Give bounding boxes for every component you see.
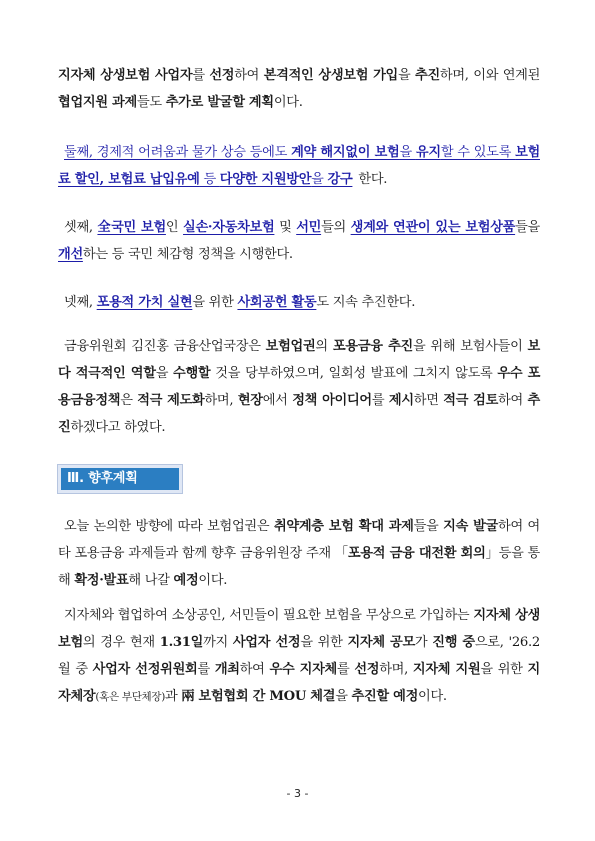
text-span: 추진할 예정 [351, 689, 419, 704]
text-span: 둘째, [64, 145, 97, 160]
text-span: 을 [155, 366, 174, 381]
text-span: 을 위한 [480, 662, 528, 677]
text-span: 한다. [358, 172, 388, 187]
text-span: 진행 중 [432, 635, 475, 650]
text-span: 의 [315, 339, 333, 354]
text-span: 오늘 논의한 방향에 따라 보험업권은 [64, 519, 274, 534]
text-span: 도 지속 추진 [316, 295, 387, 310]
text-span: 적극 제도화 [137, 393, 205, 408]
text-span: 추가로 발굴할 계획 [165, 95, 274, 110]
text-span: 넷째, [64, 295, 97, 310]
text-span: 하여 여타 포용금융 과제들과 함께 향후 금융위원장 주재 「 [58, 519, 540, 561]
text-span: 들도 [136, 95, 166, 110]
text-span: 선정 [209, 68, 235, 83]
text-span: 까지 [203, 635, 233, 650]
paragraph-local-gov-insurance-intro [58, 62, 540, 116]
text-span: 보험료 할인, 보험료 납입유예 [58, 145, 540, 187]
text-span: 과 [165, 689, 182, 704]
paragraph-local-gov-schedule [58, 602, 540, 711]
text-span: 우수 지자체 [269, 662, 337, 677]
text-span: 실손·자동차보험 [183, 220, 275, 235]
text-span: 선정 [354, 662, 380, 677]
text-span: 」등을 통해 [58, 546, 540, 588]
text-span: 및 [274, 220, 297, 235]
text-span: 다양한 지원방안 [219, 172, 312, 187]
text-span: 을 [311, 172, 328, 187]
text-span: 들을 [413, 519, 444, 534]
text-span: 의 경우 현재 [82, 635, 160, 650]
text-span: 들을 [515, 220, 540, 235]
text-span: 해 나갈 [128, 573, 174, 588]
text-span: 제시 [388, 393, 414, 408]
text-span: 금융위원회 김진홍 금융산업국장은 [64, 339, 266, 354]
text-span: 할 수 있도록 [440, 145, 516, 160]
text-span: 지자체 상생보험 사업자 [58, 68, 193, 83]
text-span: 이다. [273, 95, 303, 110]
text-span: 하겠다고 하였다. [70, 420, 166, 435]
text-span: 취약계층 보험 확대 과제 [273, 519, 414, 534]
text-span: (혹은 부단체장) [95, 691, 166, 703]
section-heading-title: Ⅲ. 향후계획 [67, 471, 138, 486]
text-span: 에서 [262, 393, 293, 408]
text-span: 셋째, [64, 220, 98, 235]
text-span: 협업지원 과제 [58, 95, 137, 110]
text-span: 全국민 보험 [97, 220, 166, 235]
text-span: 현장 [237, 393, 263, 408]
paragraph-second-policy [58, 139, 540, 193]
text-span: 지자체 상생보험 [58, 608, 540, 650]
text-span: 우수 포용금융정책 [58, 366, 541, 408]
text-span: 지자체장 [58, 662, 540, 704]
text-span: 兩 보험협회 간 MOU 체결 [181, 689, 336, 704]
text-span: 사회공헌 활동 [237, 295, 317, 310]
text-span: 보다 적극적인 역할 [58, 339, 540, 381]
text-span: 를 [371, 393, 389, 408]
text-span: 적극 검토 [443, 393, 499, 408]
text-span: 이다. [418, 689, 447, 704]
text-span: 하는 등 국민 체감형 정책을 시행한다. [82, 247, 293, 262]
text-span: 것을 당부하였으며, 일회성 발표에 그치지 않도록 [210, 366, 498, 381]
text-span: 계약 해지없이 보험 [291, 145, 400, 160]
text-span: 을 [399, 145, 416, 160]
text-span: 를 [337, 662, 355, 677]
text-span: 본격적인 상생보험 가입 [263, 68, 399, 83]
text-span: 을 위해 보험사들이 [412, 339, 528, 354]
text-span: 가 [414, 635, 433, 650]
text-span: 하여 [239, 662, 270, 677]
text-span: 서민 [296, 220, 322, 235]
text-span: 한다. [386, 295, 416, 310]
text-span: 정책 아이디어 [292, 393, 372, 408]
text-span: 등 [199, 172, 220, 187]
text-span: 개선 [58, 247, 83, 262]
text-span: 지속 발굴 [443, 519, 498, 534]
paragraph-director-remarks [58, 333, 540, 441]
text-span: 지자체 공모 [347, 635, 415, 650]
text-span: 1.31일 [159, 635, 204, 650]
text-span: 추진 [58, 393, 540, 435]
text-span: 들의 [321, 220, 351, 235]
text-span: 유지 [415, 145, 441, 160]
text-span: 포용금융 추진 [332, 339, 413, 354]
text-span: 하면 [413, 393, 444, 408]
text-span: 포용적 금융 대전환 회의 [347, 546, 486, 561]
text-span: 하며, 이와 연계된 [439, 68, 541, 83]
text-span: 를 [197, 662, 215, 677]
text-span: 을 [398, 68, 416, 83]
text-span: 경제적 어려움과 물가 상승 등에도 [96, 145, 292, 160]
text-span: 은 [120, 393, 138, 408]
page-number: - 3 - [286, 787, 309, 800]
text-span: 인 [165, 220, 184, 235]
text-span: 생계와 연관이 있는 보험상품 [350, 220, 516, 235]
text-span: 지자체 지원 [412, 662, 481, 677]
text-span: 강구 [327, 172, 353, 187]
text-span: 포용적 가치 실현 [96, 295, 193, 310]
text-span: 예정 [173, 573, 199, 588]
text-span: 으로, '26.2월 중 [58, 635, 540, 677]
text-span: 사업자 선정 [232, 635, 301, 650]
text-span: 을 위한 [300, 635, 348, 650]
paragraph-third-policy [58, 214, 540, 268]
paragraph-future-plan-insurance [58, 513, 540, 594]
section-heading-future-plans [57, 464, 183, 494]
text-span: 보험업권 [265, 339, 316, 354]
text-span: 지자체와 협업하여 소상공인, 서민들이 필요한 보험을 무상으로 가입하는 [64, 608, 474, 623]
text-span: 이다. [198, 573, 228, 588]
text-span: 수행할 [173, 366, 211, 381]
text-span: 하며, [379, 662, 413, 677]
text-span: 하며, [204, 393, 238, 408]
text-span: 추진 [415, 68, 440, 83]
text-span: 확정·발표 [74, 573, 129, 588]
text-span: 을 [335, 689, 352, 704]
text-span: 을 위한 [192, 295, 238, 310]
text-span: 를 [192, 68, 210, 83]
text-span: 하여 [498, 393, 528, 408]
text-span: 하여 [234, 68, 264, 83]
text-span: 개최 [214, 662, 240, 677]
paragraph-fourth-policy [58, 289, 540, 316]
text-span: 사업자 선정위원회 [92, 662, 198, 677]
